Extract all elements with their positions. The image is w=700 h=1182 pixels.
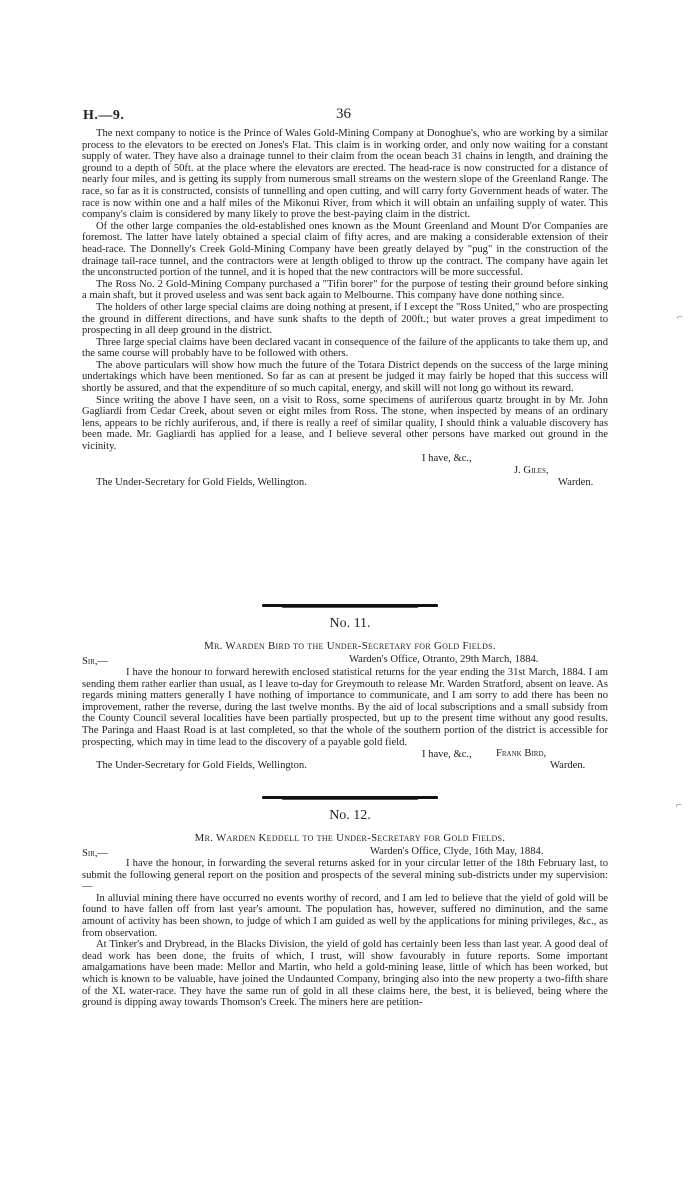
addressee-line: [82, 477, 608, 489]
closing: I have, &c.,: [422, 749, 472, 760]
signature: Frank Bird,: [496, 748, 547, 760]
paragraph: Of the other large companies the old-established ones known as the Mount Greenland and Mount D'or Companies are foremost. The latter have lately obtained a special claim of fifty acres, and are making a considerable extension of their head-race. The Donnelly's Creek Gold-Mining Company have been greatly delayed by "pug" in the construction of the drainage tail-race tunnel, and the contractors were at length obliged to throw up the contract. The company have again let the unconstructed portion of the tunnel, and it is hoped that the new contractors will be more successful.: [82, 220, 608, 279]
paragraph: Three large special claims have been declared vacant in consequence of the failure of the applicants to take them up, and the same course will probably have to be followed with others.: [82, 336, 608, 360]
addressee: The Under-Secretary for Gold Fields, Wellington.: [96, 760, 307, 772]
addressee: The Under-Secretary for Gold Fields, Wellington.: [96, 476, 307, 488]
salutation: Sir,—: [82, 848, 109, 859]
letter-number: No. 12.: [329, 808, 371, 823]
signature-line: [82, 748, 608, 760]
addressee-line: [82, 760, 608, 772]
office-dateline: Warden's Office, Otranto, 29th March, 1884.: [349, 654, 539, 665]
paragraph: I have the honour, in forwarding the several returns asked for in your circular letter of the 18th February last, to submit the following general report on the position and prospects of the several mining sub-districts under my supervision:—: [82, 858, 608, 893]
page-code: H.—9.: [83, 108, 125, 123]
paragraph: The holders of other large special claims are doing nothing at present, if I except the "Ross United," who are prospecting the ground in different directions, and have sunk shafts to the depth of 200ft.; but water proves a great impediment to prospecting in all deep ground in the district.: [82, 301, 608, 337]
paragraph: I have the honour to forward herewith enclosed statistical returns for the year ending the 31st March, 1884. I am sending them rather earlier than usual, as I leave to-day for Greymouth to release Mr. Warden Stratford, absent on leave. As regards mining matters generally I have nothing of importance to communicate, and I am sorry to add there has been no improvement, rather the reverse, during the last twelve months. By the aid of local subscriptions and a small subsidy from the County Council several localities have been partially prospected, but up to the present time without any good results. The Paringa and Haast Road is at last completed, so that the whole of the southern portion of the district is accessible for prospecting, which may in time lead to the discovery of a payable gold field.: [82, 667, 608, 748]
giles-letter-body: [82, 128, 608, 489]
page-number: 36: [336, 106, 351, 122]
letter-heading: Mr. Warden Keddell to the Under-Secretary for Gold Fields.: [194, 832, 506, 844]
signature-line: [82, 465, 608, 477]
paragraph: Since writing the above I have seen, on a visit to Ross, some specimens of auriferous quartz brought in by Mr. John Gagliardi from Cedar Creek, about seven or eight miles from Ross. The stone, when inspected by means of an ordinary lens, appears to be richly auriferous, and, if there is really a reef of similar quality, I should think a valuable discovery has been made. Mr. Gagliardi has applied for a lease, and I believe several other persons have marked out ground in the vicinity.: [82, 394, 608, 453]
section-divider: [262, 796, 438, 799]
no11-letter-body: [82, 667, 608, 772]
warden-title: Warden.: [558, 476, 594, 488]
office-dateline: Warden's Office, Clyde, 16th May, 1884.: [370, 846, 544, 857]
letter-number: No. 11.: [329, 616, 371, 631]
salutation: Sir,—: [82, 656, 109, 667]
paragraph: The Ross No. 2 Gold-Mining Company purchased a "Tifin borer" for the purpose of testing their ground before sinking a main shaft, but it proved useless and was sent back again to Melbourne. This company have done nothing since.: [82, 278, 608, 302]
section-divider: [262, 604, 438, 607]
signature: J. Giles,: [514, 464, 549, 476]
closing-line: [82, 453, 608, 465]
paragraph: The above particulars will show how much the future of the Totara District depends on the success of the large mining undertakings which have been mentioned. So far as can at present be judged it may fairly be hoped that this success will shortly be assured, and that the expenditure of so much capital, energy, and skill will not long go without its reward.: [82, 359, 608, 395]
margin-mark: ⌐: [677, 312, 683, 323]
no12-letter-body: [82, 858, 608, 1009]
paragraph: The next company to notice is the Prince of Wales Gold-Mining Company at Donoghue's, who are working by a similar process to the elevators to be erected on Jones's Flat. This claim is in working order, and only now waiting for a constant supply of water. They have also a drainage tunnel to their claim from the ocean beach 31 chains in length, and draining the ground to a depth of 50ft. at the place where the elevators are erected. The head-race is now constructed for a distance of nearly four miles, and is getting its supply from numerous small streams on the western slope of the Greenland Range. The race, so far as it is constructed, consists of tunnelling and open cutting, and will carry forty Government heads of water. The race is now within one and a half miles of the Mikonui River, from which it will obtain an unfailing supply of water. This company's claim is considered by many likely to prove the best-paying claim in the district.: [82, 128, 608, 221]
paragraph: At Tinker's and Drybread, in the Blacks Division, the yield of gold has certainly been less than last year. A good deal of dead work has been done, the fruits of which, I trust, will show favourably in future reports. Some important amalgamations have been made: Mellor and Martin, who held a gold-mining lease, little of which has been worked, but which is known to be valuable, have joined the Undaunted Company, bringing also into the new property a two-fifth share of the XL water-race. They have the same run of gold in all these claims here, the best, it is believed, being where the ground is dipping away towards Thomson's Creek. The miners here are petition-: [82, 939, 608, 1009]
letter-heading: Mr. Warden Bird to the Under-Secretary for Gold Fields.: [204, 640, 496, 652]
closing: I have, &c.,: [422, 452, 472, 464]
paragraph: In alluvial mining there have occurred no events worthy of record, and I am led to believe that the yield of gold will be found to have fallen off from last year's amount. The population has, however, suffered no diminution, and the same amount of activity has been shown, to judge of which I am guided as well by the applications for mining privileges, &c., as from observation.: [82, 892, 608, 939]
margin-mark: ⌐: [676, 800, 682, 811]
warden-title: Warden.: [550, 760, 586, 772]
